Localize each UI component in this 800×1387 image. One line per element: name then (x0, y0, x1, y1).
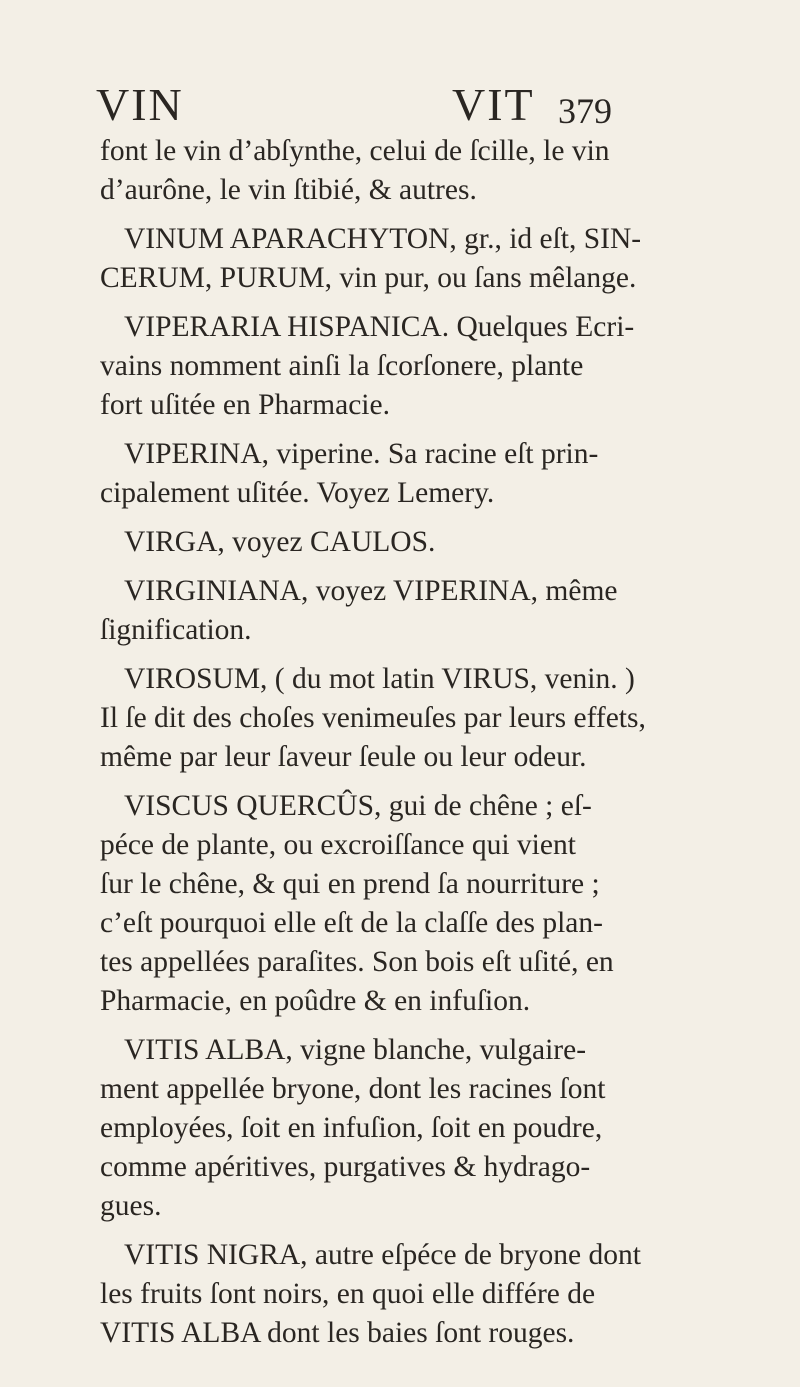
text-line: ſur le chêne, & qui en prend ſa nourriture ; (100, 868, 600, 900)
text-line: VITIS NIGRA, autre eſpéce de bryone dont (124, 1239, 641, 1271)
running-header (0, 78, 800, 138)
text-line: péce de plante, ou excroiſſance qui vient (100, 829, 576, 861)
text-line: même par leur ſaveur ſeule ou leur odeur. (100, 741, 587, 773)
entry-viperina (100, 435, 710, 513)
text-line: Il ſe dit des choſes venimeuſes par leurs effets, (100, 702, 646, 734)
text-line: vains nomment ainſi la ſcorſonere, plante (100, 350, 584, 382)
text-line: fort uſitée en Pharmacie. (100, 389, 390, 421)
page-number: 379 (558, 91, 612, 131)
text-line: les fruits ſont noirs, en quoi elle différe de (100, 1278, 596, 1310)
text-line: VIPERINA, viperine. Sa racine eſt prin- (124, 438, 599, 470)
text-line: employées, ſoit en infuſion, ſoit en poudre, (100, 1112, 603, 1144)
entry-vitis-nigra (100, 1236, 710, 1353)
text-line: ment appellée bryone, dont les racines ſont (100, 1073, 606, 1105)
dictionary-text (100, 132, 710, 1353)
text-line: VISCUS QUERCÛS, gui de chêne ; eſ- (124, 790, 592, 822)
text-line: tes appellées paraſites. Son bois eſt uſité, en (100, 946, 614, 978)
entry-virga (100, 523, 710, 562)
text-line: d’aurône, le vin ſtibié, & autres. (100, 174, 477, 206)
text-line: gues. (100, 1190, 162, 1222)
entry-continuation (100, 132, 710, 210)
text-line: VIRGA, voyez CAULOS. (124, 526, 436, 558)
entry-virginiana (100, 572, 710, 650)
headword-right: VIT (452, 79, 535, 130)
entry-virosum (100, 660, 710, 777)
entry-vinum (100, 220, 710, 298)
headword-left: VIN (96, 79, 184, 130)
text-line: c’eſt pourquoi elle eſt de la claſſe des plan- (100, 907, 603, 939)
text-line: Pharmacie, en poûdre & en infuſion. (100, 985, 531, 1017)
text-line: VIROSUM, ( du mot latin VIRUS, venin. ) (124, 663, 635, 695)
text-line: ſignification. (100, 614, 252, 646)
text-line: VITIS ALBA, vigne blanche, vulgaire- (124, 1034, 587, 1066)
entry-vitis-alba (100, 1031, 710, 1226)
entry-viscus (100, 787, 710, 1021)
text-line: VIRGINIANA, voyez VIPERINA, même (124, 575, 618, 607)
text-line: cipalement uſitée. Voyez Lemery. (100, 477, 495, 509)
text-line: VIPERARIA HISPANICA. Quelques Ecri- (124, 311, 635, 343)
text-line: comme apéritives, purgatives & hydrago- (100, 1151, 591, 1183)
entry-viperaria (100, 308, 710, 425)
text-line: VITIS ALBA dont les baies ſont rouges. (100, 1317, 575, 1349)
text-line: font le vin d’abſynthe, celui de ſcille, le vin (100, 135, 610, 167)
text-line: CERUM, PURUM, vin pur, ou ſans mêlange. (100, 262, 637, 294)
text-line: VINUM APARACHYTON, gr., id eſt, SIN- (124, 223, 642, 255)
